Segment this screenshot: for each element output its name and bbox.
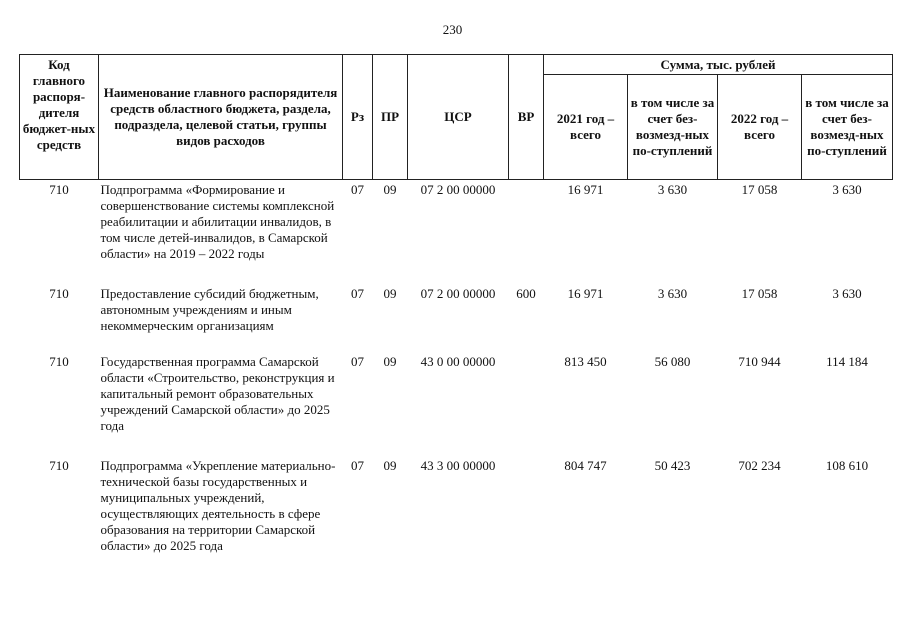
page-number: 230 [442, 22, 463, 37]
header-2022-total: 2022 год – всего [718, 75, 802, 180]
cell-2022-grants: 114 184 [826, 354, 868, 369]
cell-rz: 07 [351, 458, 364, 473]
table-row [20, 286, 893, 354]
cell-rz: 07 [351, 354, 364, 369]
cell-rz: 07 [351, 182, 364, 197]
cell-code: 710 [49, 286, 69, 301]
cell-2021-total: 16 971 [567, 286, 604, 301]
budget-table [19, 54, 893, 580]
cell-vr: 600 [516, 286, 536, 301]
cell-name: Подпрограмма «Укрепление материально-технической базы государственных и муниципальных учреждений, осуществляющих деятельность в сфере образования на территории Самарской области» до 2025 года [100, 458, 336, 553]
cell-code: 710 [49, 354, 69, 369]
cell-csr: 43 3 00 00000 [420, 458, 496, 473]
cell-2022-grants: 3 630 [832, 286, 862, 301]
header-2021-total: 2021 год – всего [544, 75, 628, 180]
header-name: Наименование главного распорядителя средств областного бюджета, раздела, подраздела, целевой статьи, группы видов расходов [99, 55, 343, 180]
cell-name: Подпрограмма «Формирование и совершенствование системы комплексной реабилитации и абилитации инвалидов, в том числе детей-инвалидов, в Самарской области» на 2019 – 2022 годы [100, 182, 335, 261]
header-pr: ПР [373, 55, 408, 180]
cell-2022-total: 17 058 [741, 182, 778, 197]
cell-2021-total: 16 971 [567, 182, 604, 197]
header-csr: ЦСР [408, 55, 509, 180]
cell-vr [509, 180, 544, 287]
cell-2022-total: 17 058 [741, 286, 778, 301]
cell-2022-grants: 108 610 [825, 458, 869, 473]
header-vr: ВР [509, 55, 544, 180]
header-sum-title: Сумма, тыс. рублей [544, 55, 893, 75]
header-code: Код главного распоря-дителя бюджет-ных средств [20, 55, 99, 180]
cell-2021-total: 804 747 [564, 458, 607, 473]
cell-2022-grants: 3 630 [832, 182, 862, 197]
cell-pr: 09 [383, 182, 397, 197]
cell-name: Предоставление субсидий бюджетным, автономным учреждениям и иным некоммерческим организациям [100, 286, 319, 333]
cell-code: 710 [49, 182, 69, 197]
cell-pr: 09 [383, 354, 397, 369]
header-2022-grants: в том числе за счет без-возмезд-ных по-ступлений [802, 75, 893, 180]
cell-pr: 09 [383, 458, 397, 473]
cell-csr: 43 0 00 00000 [420, 354, 496, 369]
cell-2021-grants: 3 630 [657, 182, 688, 197]
cell-2022-total: 710 944 [738, 354, 781, 369]
cell-vr [509, 354, 544, 458]
cell-2021-total: 813 450 [564, 354, 607, 369]
cell-name: Государственная программа Самарской области «Строительство, реконструкция и капитальный ремонт образовательных учреждений Самарской области» до 2025 года [100, 354, 335, 433]
cell-rz: 07 [351, 286, 364, 301]
cell-2021-grants: 3 630 [657, 286, 688, 301]
cell-pr: 09 [383, 286, 397, 301]
cell-csr: 07 2 00 00000 [420, 182, 496, 197]
cell-csr: 07 2 00 00000 [420, 286, 496, 301]
cell-vr [509, 458, 544, 580]
cell-2021-grants: 50 423 [654, 458, 691, 473]
table-row [20, 458, 893, 580]
cell-2021-grants: 56 080 [654, 354, 691, 369]
cell-code: 710 [49, 458, 69, 473]
table-row [20, 354, 893, 458]
cell-2022-total: 702 234 [738, 458, 781, 473]
header-2021-grants: в том числе за счет без-возмезд-ных по-ступлений [628, 75, 718, 180]
table-row [20, 180, 893, 287]
header-rz: Рз [343, 55, 373, 180]
